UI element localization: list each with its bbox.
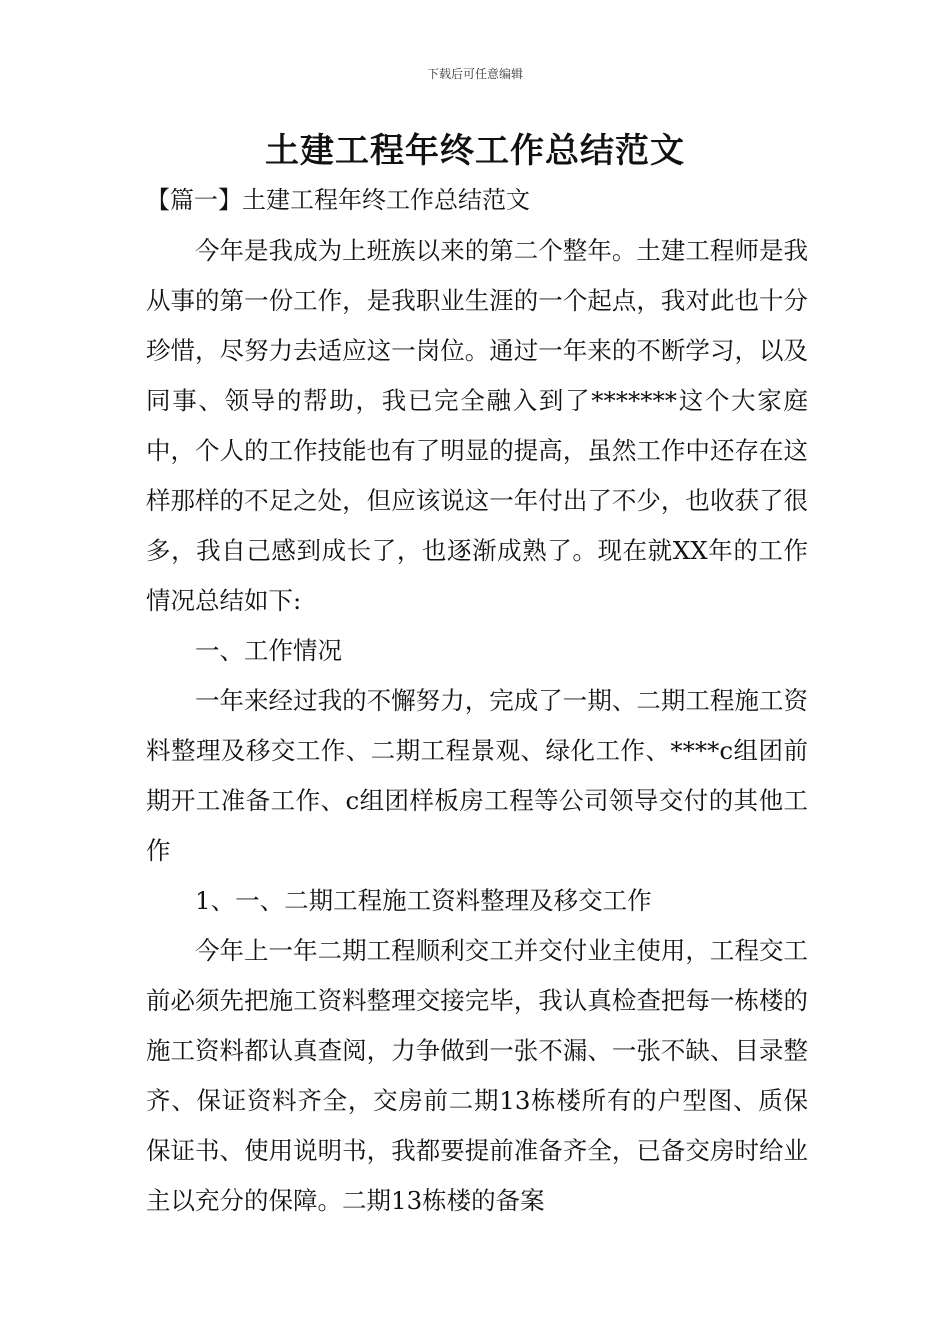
body-paragraph: 今年上一年二期工程顺利交工并交付业主使用，工程交工前必须先把施工资料整理交接完毕，我认真检查把每一栋楼的施工资料都认真查阅，力争做到一张不漏、一张不缺、目录整齐、保证资料齐全，交房前二期13栋楼所有的户型图、质保保证书、使用说明书，我都要提前准备齐全，已备交房时给业主以充分的保障。二期13栋楼的备案 [146,936,808,1215]
body-paragraph: 今年是我成为上班族以来的第二个整年。土建工程师是我从事的第一份工作，是我职业生涯的一个起点，我对此也十分珍惜，尽努力去适应这一岗位。通过一年来的不断学习，以及同事、领导的帮助，我已完全融入到了*******这个大家庭中，个人的工作技能也有了明显的提高，虽然工作中还存在这样那样的不足之处，但应该说这一年付出了不少，也收获了很多，我自己感到成长了，也逐渐成熟了。现在就XX年的工作情况总结如下: [146,236,808,615]
section-heading: 【篇一】土建工程年终工作总结范文 [146,186,530,214]
subheading-work-status: 一、工作情况 [195,636,342,665]
body-paragraph: 一年来经过我的不懈努力，完成了一期、二期工程施工资料整理及移交工作、二期工程景观、绿化工作、****c组团前期开工准备工作、c组团样板房工程等公司领导交付的其他工作 [146,686,808,865]
subheading-item-1: 1、一、二期工程施工资料整理及移交工作 [195,886,652,915]
document-body [146,226,808,1226]
document-title: 土建工程年终工作总结范文 [265,131,685,171]
header-note: 下载后可任意编辑 [426,67,523,81]
